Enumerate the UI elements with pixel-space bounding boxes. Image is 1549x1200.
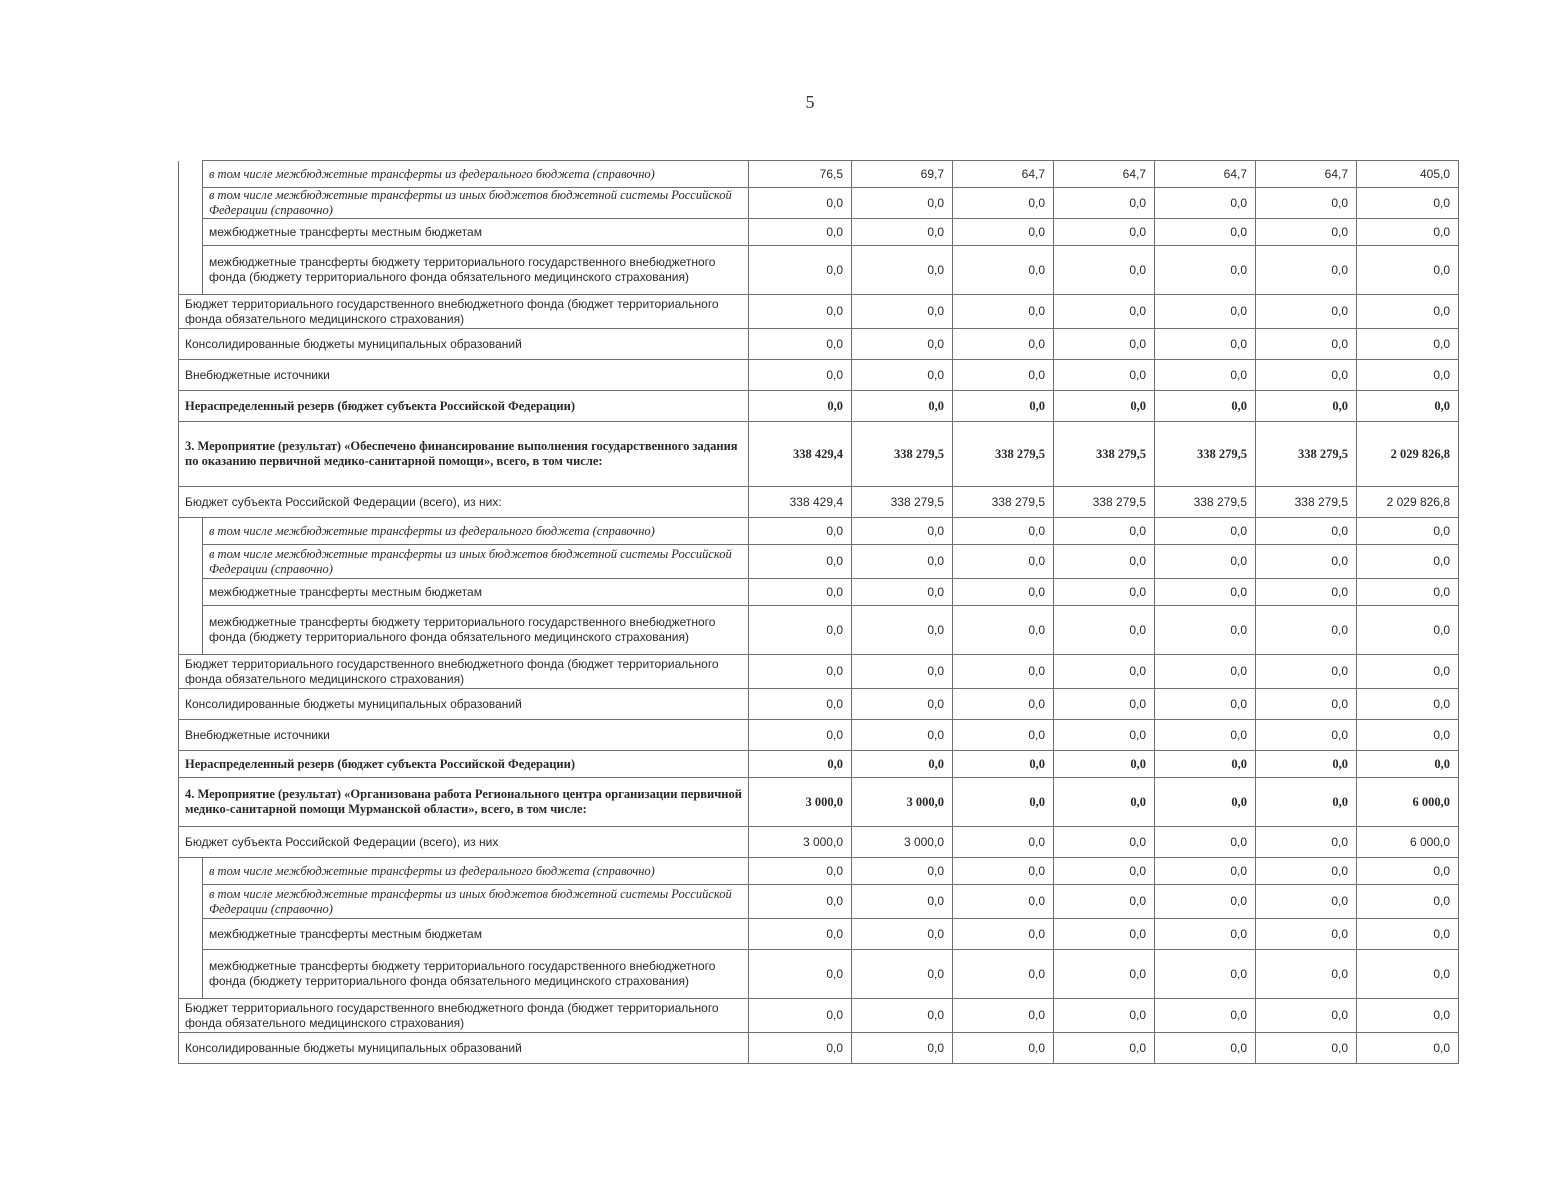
- year-value-cell: 0,0: [1054, 518, 1155, 545]
- row-label: Нераспределенный резерв (бюджет субъекта Российской Федерации): [179, 391, 749, 422]
- row-label: межбюджетные трансферты бюджету территориального государственного внебюджетного фонда (бюджету территориального фонда обязательного медицинского страхования): [203, 950, 749, 999]
- year-value-cell: 338 279,5: [953, 487, 1054, 518]
- year-value-cell: 0,0: [749, 246, 852, 295]
- total-value-cell: 0,0: [1357, 689, 1459, 720]
- page-number: 5: [805, 92, 815, 112]
- row-label: 4. Мероприятие (результат) «Организована работа Регионального центра организации первичной медико-санитарной помощи Мурманской области», всего, в том числе:: [179, 778, 749, 827]
- year-value-cell: 0,0: [1054, 999, 1155, 1033]
- indent-cell: [179, 919, 203, 950]
- year-value-cell: 0,0: [749, 999, 852, 1033]
- year-value-cell: 0,0: [852, 295, 953, 329]
- year-value-cell: 0,0: [749, 391, 852, 422]
- year-value-cell: 0,0: [852, 219, 953, 246]
- year-value-cell: 0,0: [1155, 1033, 1256, 1064]
- total-value-cell: 0,0: [1357, 295, 1459, 329]
- row-label: в том числе межбюджетные трансферты из иных бюджетов бюджетной системы Российской Федерации (справочно): [203, 188, 749, 219]
- year-value-cell: 0,0: [1256, 360, 1357, 391]
- year-value-cell: 0,0: [852, 606, 953, 655]
- year-value-cell: 0,0: [1155, 391, 1256, 422]
- indent-cell: [179, 518, 203, 545]
- total-value-cell: 2 029 826,8: [1357, 487, 1459, 518]
- total-value-cell: 0,0: [1357, 999, 1459, 1033]
- year-value-cell: 0,0: [1054, 329, 1155, 360]
- year-value-cell: 0,0: [1054, 720, 1155, 751]
- year-value-cell: 0,0: [953, 751, 1054, 778]
- year-value-cell: 0,0: [953, 606, 1054, 655]
- year-value-cell: 0,0: [1256, 885, 1357, 919]
- year-value-cell: 0,0: [1155, 545, 1256, 579]
- table-row: [179, 295, 1459, 329]
- indent-cell: [179, 219, 203, 246]
- row-label: Внебюджетные источники: [179, 360, 749, 391]
- year-value-cell: 0,0: [749, 545, 852, 579]
- year-value-cell: 0,0: [1155, 778, 1256, 827]
- year-value-cell: 338 279,5: [1256, 422, 1357, 487]
- row-label: Консолидированные бюджеты муниципальных образований: [179, 689, 749, 720]
- year-value-cell: 0,0: [1155, 188, 1256, 219]
- year-value-cell: 0,0: [953, 919, 1054, 950]
- year-value-cell: 0,0: [953, 219, 1054, 246]
- year-value-cell: 0,0: [1155, 655, 1256, 689]
- year-value-cell: 0,0: [749, 606, 852, 655]
- table-row: [179, 827, 1459, 858]
- year-value-cell: 0,0: [1155, 720, 1256, 751]
- year-value-cell: 0,0: [953, 188, 1054, 219]
- table-row: [179, 950, 1459, 999]
- year-value-cell: 0,0: [953, 778, 1054, 827]
- total-value-cell: 0,0: [1357, 545, 1459, 579]
- year-value-cell: 0,0: [1256, 655, 1357, 689]
- row-label: межбюджетные трансферты местным бюджетам: [203, 219, 749, 246]
- table-row: [179, 720, 1459, 751]
- row-label: межбюджетные трансферты бюджету территориального государственного внебюджетного фонда (бюджету территориального фонда обязательного медицинского страхования): [203, 606, 749, 655]
- year-value-cell: 0,0: [1155, 360, 1256, 391]
- year-value-cell: 0,0: [852, 885, 953, 919]
- year-value-cell: 0,0: [852, 518, 953, 545]
- year-value-cell: 0,0: [1054, 919, 1155, 950]
- year-value-cell: 0,0: [749, 579, 852, 606]
- indent-cell: [179, 545, 203, 579]
- row-label: Бюджет территориального государственного внебюджетного фонда (бюджет территориального фонда обязательного медицинского страхования): [179, 295, 749, 329]
- row-label: межбюджетные трансферты местным бюджетам: [203, 919, 749, 950]
- year-value-cell: 0,0: [852, 689, 953, 720]
- year-value-cell: 0,0: [1256, 919, 1357, 950]
- year-value-cell: 0,0: [1256, 518, 1357, 545]
- year-value-cell: 338 279,5: [852, 422, 953, 487]
- year-value-cell: 0,0: [1256, 778, 1357, 827]
- year-value-cell: 0,0: [953, 720, 1054, 751]
- year-value-cell: 0,0: [852, 655, 953, 689]
- year-value-cell: 0,0: [1256, 827, 1357, 858]
- year-value-cell: 0,0: [1256, 689, 1357, 720]
- year-value-cell: 0,0: [749, 885, 852, 919]
- year-value-cell: 3 000,0: [749, 827, 852, 858]
- total-value-cell: 0,0: [1357, 885, 1459, 919]
- year-value-cell: 0,0: [1155, 295, 1256, 329]
- year-value-cell: 0,0: [1256, 246, 1357, 295]
- table-row: [179, 885, 1459, 919]
- row-label: 3. Мероприятие (результат) «Обеспечено финансирование выполнения государственного задания по оказанию первичной медико-санитарной помощи», всего, в том числе:: [179, 422, 749, 487]
- year-value-cell: 0,0: [749, 1033, 852, 1064]
- table-row: [179, 999, 1459, 1033]
- total-value-cell: 6 000,0: [1357, 778, 1459, 827]
- year-value-cell: 3 000,0: [852, 778, 953, 827]
- table-row: [179, 545, 1459, 579]
- table-row: [179, 360, 1459, 391]
- total-value-cell: 0,0: [1357, 219, 1459, 246]
- year-value-cell: 0,0: [1155, 885, 1256, 919]
- row-label: Консолидированные бюджеты муниципальных образований: [179, 1033, 749, 1064]
- year-value-cell: 0,0: [749, 950, 852, 999]
- year-value-cell: 0,0: [1256, 579, 1357, 606]
- table-row: [179, 487, 1459, 518]
- year-value-cell: 0,0: [852, 751, 953, 778]
- table-row: [179, 606, 1459, 655]
- year-value-cell: 0,0: [852, 999, 953, 1033]
- year-value-cell: 3 000,0: [852, 827, 953, 858]
- year-value-cell: 0,0: [749, 188, 852, 219]
- year-value-cell: 0,0: [1054, 391, 1155, 422]
- year-value-cell: 0,0: [1155, 219, 1256, 246]
- year-value-cell: 0,0: [1054, 950, 1155, 999]
- row-label: в том числе межбюджетные трансферты из иных бюджетов бюджетной системы Российской Федерации (справочно): [203, 885, 749, 919]
- indent-cell: [179, 579, 203, 606]
- year-value-cell: 0,0: [749, 751, 852, 778]
- year-value-cell: 0,0: [1054, 858, 1155, 885]
- year-value-cell: 0,0: [852, 360, 953, 391]
- year-value-cell: 0,0: [953, 545, 1054, 579]
- year-value-cell: 0,0: [953, 655, 1054, 689]
- year-value-cell: 0,0: [1256, 950, 1357, 999]
- year-value-cell: 0,0: [1155, 858, 1256, 885]
- row-label: межбюджетные трансферты бюджету территориального государственного внебюджетного фонда (бюджету территориального фонда обязательного медицинского страхования): [203, 246, 749, 295]
- total-value-cell: 0,0: [1357, 246, 1459, 295]
- year-value-cell: 0,0: [1256, 329, 1357, 360]
- row-label: в том числе межбюджетные трансферты из иных бюджетов бюджетной системы Российской Федерации (справочно): [203, 545, 749, 579]
- year-value-cell: 0,0: [1256, 295, 1357, 329]
- table-row: [179, 655, 1459, 689]
- year-value-cell: 338 279,5: [1054, 422, 1155, 487]
- year-value-cell: 0,0: [953, 885, 1054, 919]
- year-value-cell: 0,0: [1155, 518, 1256, 545]
- year-value-cell: 0,0: [1256, 606, 1357, 655]
- year-value-cell: 0,0: [1256, 858, 1357, 885]
- year-value-cell: 0,0: [1155, 999, 1256, 1033]
- table-row: [179, 579, 1459, 606]
- table-body: [179, 161, 1459, 1064]
- row-label: Консолидированные бюджеты муниципальных образований: [179, 329, 749, 360]
- year-value-cell: 0,0: [953, 360, 1054, 391]
- indent-cell: [179, 950, 203, 999]
- year-value-cell: 0,0: [852, 950, 953, 999]
- total-value-cell: 0,0: [1357, 518, 1459, 545]
- year-value-cell: 0,0: [852, 391, 953, 422]
- table-row: [179, 329, 1459, 360]
- year-value-cell: 0,0: [953, 1033, 1054, 1064]
- year-value-cell: 0,0: [1155, 606, 1256, 655]
- row-label: межбюджетные трансферты местным бюджетам: [203, 579, 749, 606]
- year-value-cell: 0,0: [1256, 720, 1357, 751]
- table-row: [179, 188, 1459, 219]
- year-value-cell: 0,0: [749, 329, 852, 360]
- row-label: Бюджет территориального государственного внебюджетного фонда (бюджет территориального фонда обязательного медицинского страхования): [179, 999, 749, 1033]
- year-value-cell: 0,0: [749, 655, 852, 689]
- year-value-cell: 0,0: [1155, 827, 1256, 858]
- year-value-cell: 338 279,5: [1155, 422, 1256, 487]
- table-row: [179, 246, 1459, 295]
- year-value-cell: 0,0: [749, 295, 852, 329]
- table-row: [179, 689, 1459, 720]
- year-value-cell: 0,0: [953, 689, 1054, 720]
- total-value-cell: 0,0: [1357, 919, 1459, 950]
- total-value-cell: 405,0: [1357, 161, 1459, 188]
- year-value-cell: 64,7: [953, 161, 1054, 188]
- year-value-cell: 0,0: [1256, 999, 1357, 1033]
- year-value-cell: 0,0: [953, 950, 1054, 999]
- table-row: [179, 1033, 1459, 1064]
- year-value-cell: 64,7: [1155, 161, 1256, 188]
- year-value-cell: 0,0: [953, 518, 1054, 545]
- year-value-cell: 0,0: [1054, 1033, 1155, 1064]
- year-value-cell: 0,0: [1054, 545, 1155, 579]
- year-value-cell: 338 279,5: [953, 422, 1054, 487]
- year-value-cell: 0,0: [953, 999, 1054, 1033]
- budget-table: [178, 160, 1459, 1064]
- row-label: Внебюджетные источники: [179, 720, 749, 751]
- total-value-cell: 0,0: [1357, 655, 1459, 689]
- year-value-cell: 338 429,4: [749, 487, 852, 518]
- year-value-cell: 0,0: [1155, 246, 1256, 295]
- year-value-cell: 0,0: [1054, 360, 1155, 391]
- year-value-cell: 0,0: [852, 188, 953, 219]
- year-value-cell: 0,0: [1054, 606, 1155, 655]
- year-value-cell: 0,0: [749, 919, 852, 950]
- total-value-cell: 0,0: [1357, 751, 1459, 778]
- row-label: Бюджет субъекта Российской Федерации (всего), из них:: [179, 487, 749, 518]
- year-value-cell: 3 000,0: [749, 778, 852, 827]
- table-row: [179, 919, 1459, 950]
- year-value-cell: 0,0: [953, 329, 1054, 360]
- total-value-cell: 0,0: [1357, 188, 1459, 219]
- indent-cell: [179, 161, 203, 188]
- year-value-cell: 0,0: [953, 827, 1054, 858]
- year-value-cell: 0,0: [1256, 188, 1357, 219]
- year-value-cell: 338 279,5: [1054, 487, 1155, 518]
- year-value-cell: 0,0: [749, 720, 852, 751]
- year-value-cell: 0,0: [1155, 919, 1256, 950]
- row-label: в том числе межбюджетные трансферты из федерального бюджета (справочно): [203, 858, 749, 885]
- year-value-cell: 0,0: [953, 391, 1054, 422]
- row-label: в том числе межбюджетные трансферты из федерального бюджета (справочно): [203, 518, 749, 545]
- table-row: [179, 778, 1459, 827]
- indent-cell: [179, 246, 203, 295]
- year-value-cell: 0,0: [1155, 751, 1256, 778]
- year-value-cell: 0,0: [749, 360, 852, 391]
- year-value-cell: 0,0: [1054, 655, 1155, 689]
- total-value-cell: 0,0: [1357, 720, 1459, 751]
- year-value-cell: 0,0: [953, 295, 1054, 329]
- table-row: [179, 858, 1459, 885]
- year-value-cell: 338 279,5: [1256, 487, 1357, 518]
- table-row: [179, 391, 1459, 422]
- year-value-cell: 0,0: [1054, 188, 1155, 219]
- year-value-cell: 0,0: [852, 919, 953, 950]
- row-label: Бюджет территориального государственного внебюджетного фонда (бюджет территориального фонда обязательного медицинского страхования): [179, 655, 749, 689]
- year-value-cell: 0,0: [1155, 689, 1256, 720]
- year-value-cell: 0,0: [1054, 827, 1155, 858]
- year-value-cell: 0,0: [1155, 329, 1256, 360]
- year-value-cell: 0,0: [1155, 579, 1256, 606]
- row-label: Бюджет субъекта Российской Федерации (всего), из них: [179, 827, 749, 858]
- year-value-cell: 0,0: [852, 246, 953, 295]
- year-value-cell: 0,0: [1054, 219, 1155, 246]
- table-row: [179, 219, 1459, 246]
- year-value-cell: 64,7: [1054, 161, 1155, 188]
- year-value-cell: 0,0: [1256, 751, 1357, 778]
- table-row: [179, 422, 1459, 487]
- total-value-cell: 0,0: [1357, 606, 1459, 655]
- year-value-cell: 0,0: [1155, 950, 1256, 999]
- total-value-cell: 0,0: [1357, 858, 1459, 885]
- year-value-cell: 338 279,5: [1155, 487, 1256, 518]
- total-value-cell: 0,0: [1357, 329, 1459, 360]
- year-value-cell: 64,7: [1256, 161, 1357, 188]
- total-value-cell: 0,0: [1357, 1033, 1459, 1064]
- year-value-cell: 0,0: [749, 858, 852, 885]
- year-value-cell: 0,0: [1054, 295, 1155, 329]
- year-value-cell: 0,0: [1054, 885, 1155, 919]
- indent-cell: [179, 885, 203, 919]
- year-value-cell: 0,0: [1054, 689, 1155, 720]
- year-value-cell: 69,7: [852, 161, 953, 188]
- year-value-cell: 0,0: [749, 518, 852, 545]
- table-row: [179, 161, 1459, 188]
- table-row: [179, 518, 1459, 545]
- year-value-cell: 0,0: [1054, 778, 1155, 827]
- table-row: [179, 751, 1459, 778]
- year-value-cell: 0,0: [852, 329, 953, 360]
- year-value-cell: 0,0: [1256, 391, 1357, 422]
- year-value-cell: 0,0: [1256, 1033, 1357, 1064]
- year-value-cell: 338 429,4: [749, 422, 852, 487]
- year-value-cell: 0,0: [1256, 545, 1357, 579]
- row-label: в том числе межбюджетные трансферты из федерального бюджета (справочно): [203, 161, 749, 188]
- year-value-cell: 0,0: [852, 720, 953, 751]
- year-value-cell: 0,0: [749, 689, 852, 720]
- year-value-cell: 0,0: [852, 1033, 953, 1064]
- total-value-cell: 0,0: [1357, 360, 1459, 391]
- year-value-cell: 0,0: [852, 545, 953, 579]
- year-value-cell: 76,5: [749, 161, 852, 188]
- year-value-cell: 0,0: [953, 858, 1054, 885]
- year-value-cell: 0,0: [953, 579, 1054, 606]
- year-value-cell: 0,0: [852, 579, 953, 606]
- year-value-cell: 0,0: [749, 219, 852, 246]
- year-value-cell: 0,0: [1054, 246, 1155, 295]
- indent-cell: [179, 188, 203, 219]
- year-value-cell: 0,0: [852, 858, 953, 885]
- year-value-cell: 0,0: [1054, 579, 1155, 606]
- year-value-cell: 338 279,5: [852, 487, 953, 518]
- total-value-cell: 0,0: [1357, 950, 1459, 999]
- year-value-cell: 0,0: [1054, 751, 1155, 778]
- year-value-cell: 0,0: [953, 246, 1054, 295]
- total-value-cell: 0,0: [1357, 579, 1459, 606]
- row-label: Нераспределенный резерв (бюджет субъекта Российской Федерации): [179, 751, 749, 778]
- total-value-cell: 0,0: [1357, 391, 1459, 422]
- total-value-cell: 6 000,0: [1357, 827, 1459, 858]
- total-value-cell: 2 029 826,8: [1357, 422, 1459, 487]
- indent-cell: [179, 606, 203, 655]
- indent-cell: [179, 858, 203, 885]
- year-value-cell: 0,0: [1256, 219, 1357, 246]
